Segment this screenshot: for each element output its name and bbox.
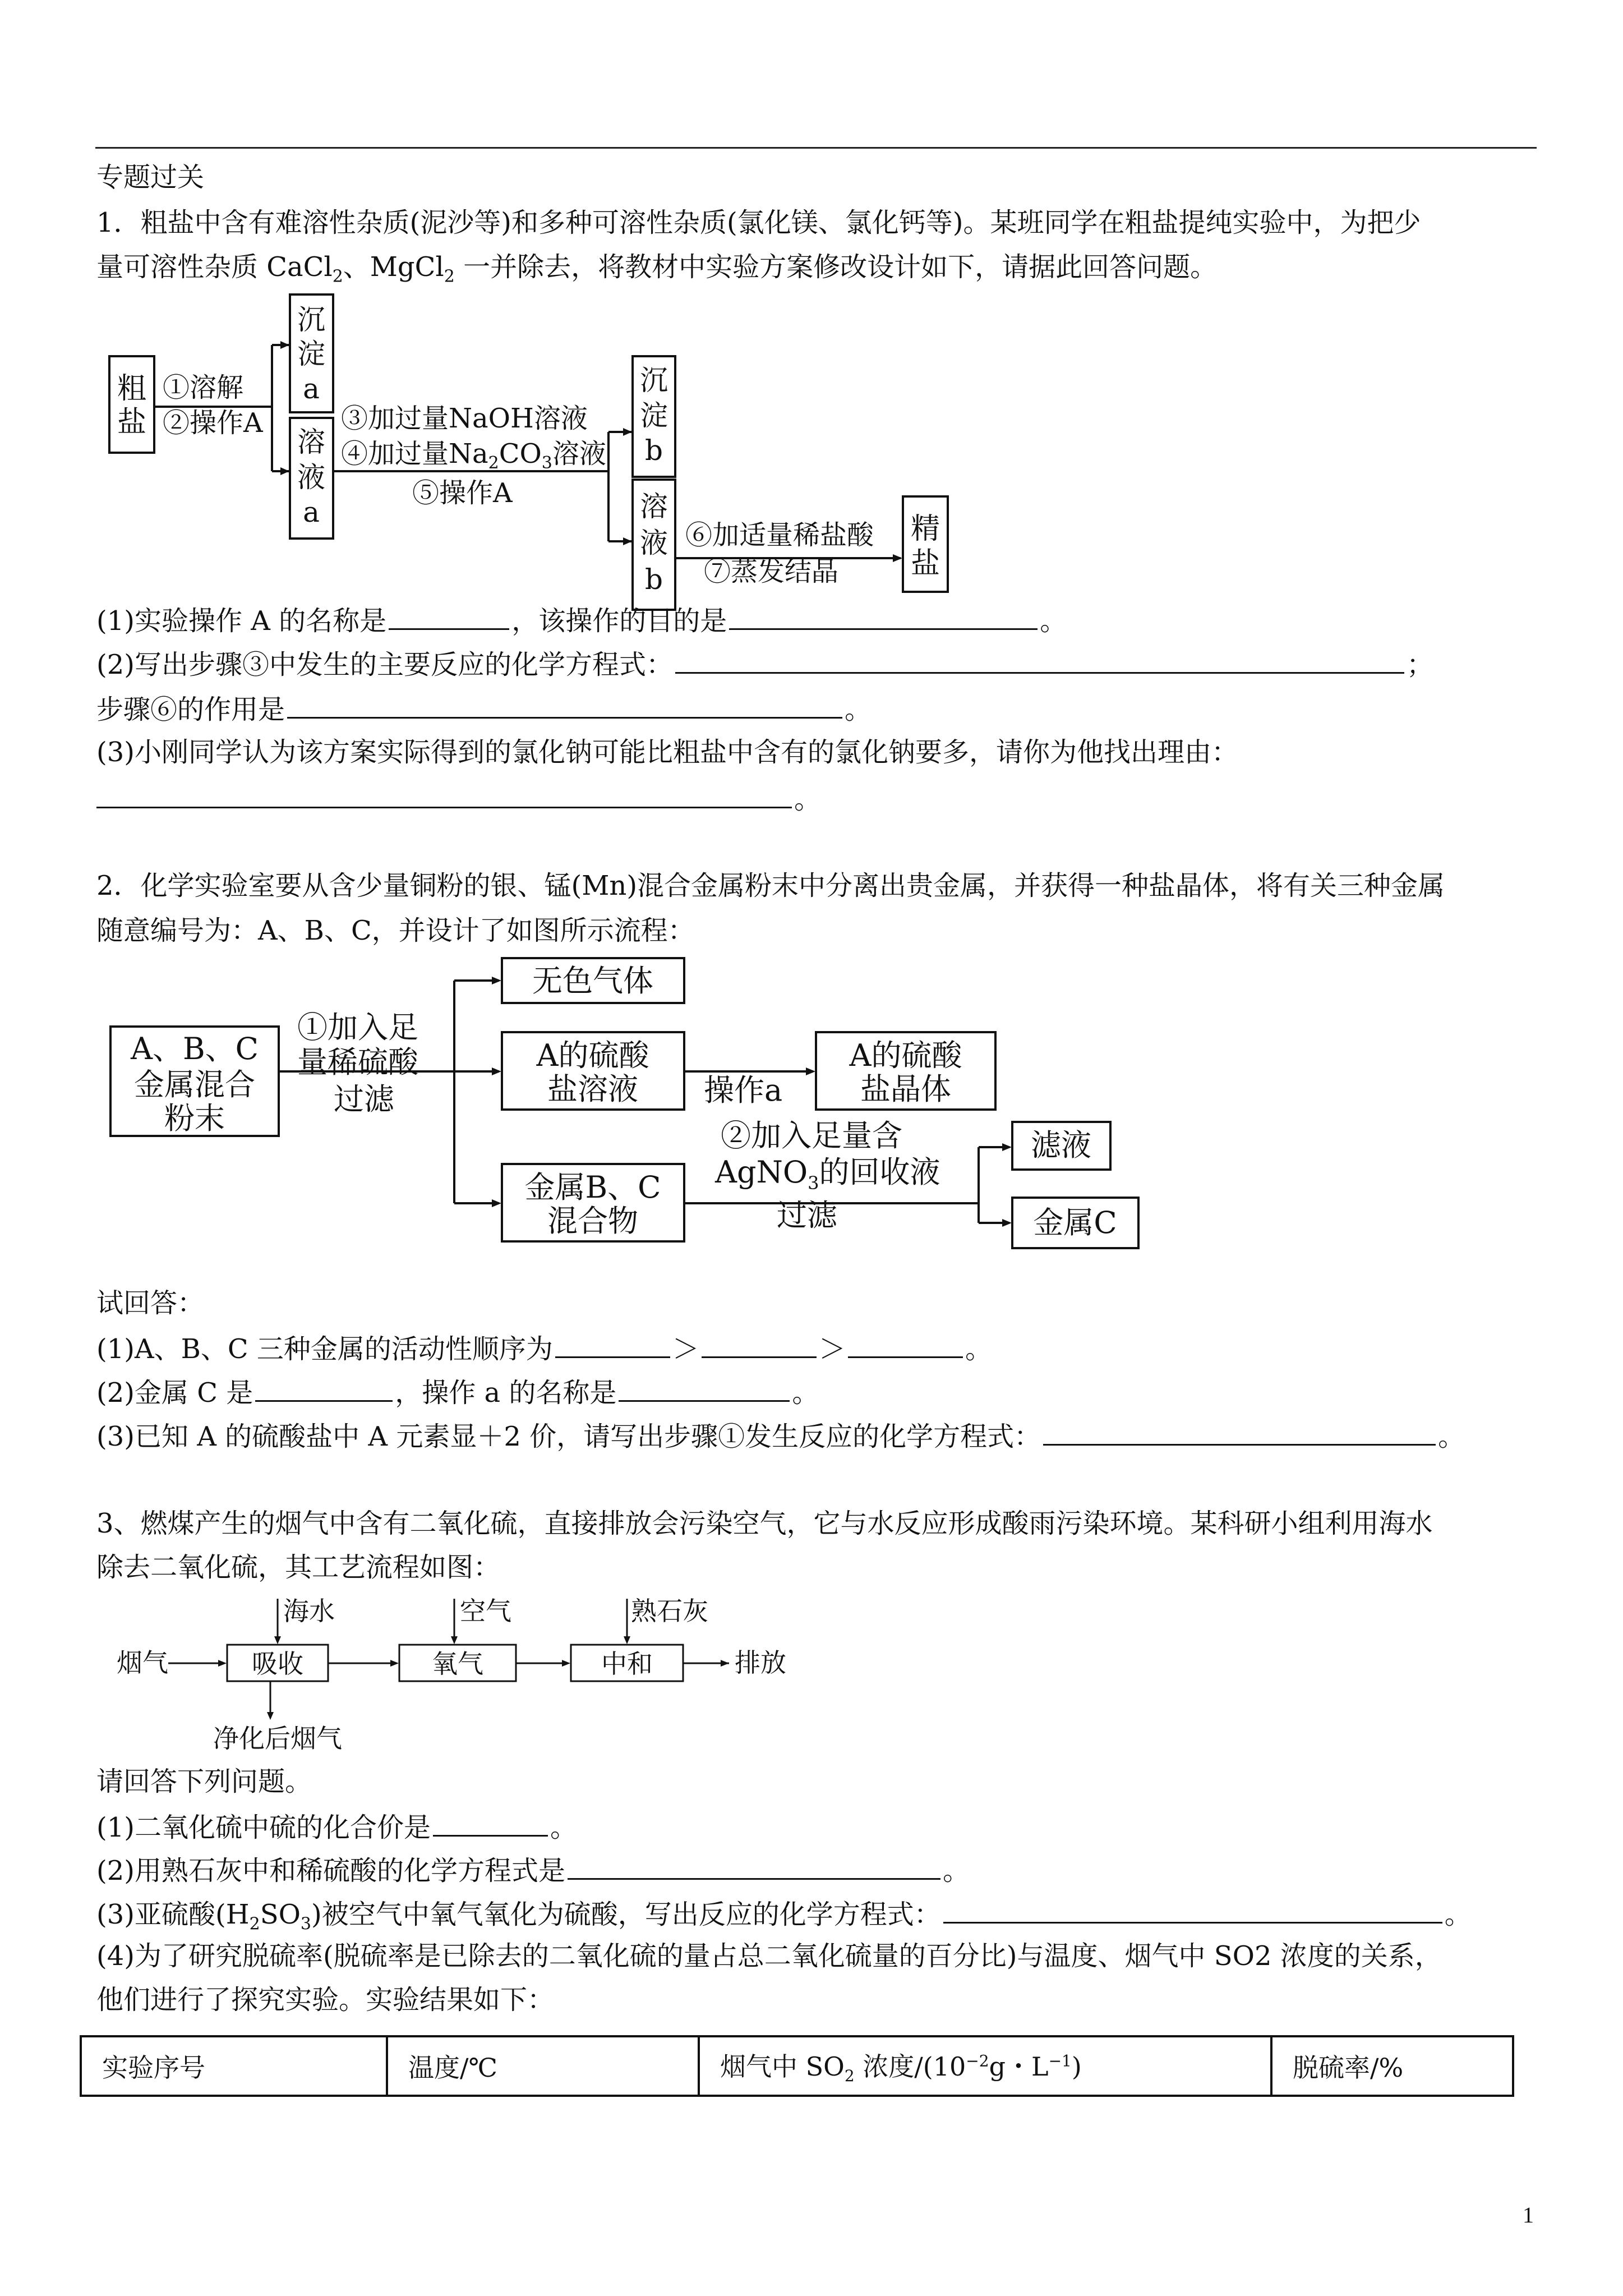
lime-label: 熟石灰 <box>631 1596 708 1626</box>
step1-line2: 量稀硫酸 <box>297 1045 418 1080</box>
step2-line2: AgNO$_3$的回收液 <box>715 1154 940 1194</box>
emit-label: 排放 <box>735 1648 786 1678</box>
header-temperature: 温度/℃ <box>387 2036 699 2096</box>
filtrate-label: 滤液 <box>1031 1128 1091 1163</box>
operation-a-label: 操作a <box>704 1073 783 1108</box>
step-2-label: ②操作A <box>163 407 263 439</box>
precipitate-a-3: a <box>303 372 320 405</box>
step-3-label: ③加过量NaOH溶液 <box>341 403 588 434</box>
header-desulfurization-rate: 脱硫率/% <box>1271 2036 1513 2096</box>
metal-mix-1: A、B、C <box>131 1031 259 1066</box>
solution-a-1: 溶 <box>297 426 325 458</box>
solution-b-1: 溶 <box>640 490 668 523</box>
bc-mix-2: 混合物 <box>547 1203 638 1239</box>
q3-part3: (3)亚硫酸$(H_2SO_3)$被空气中氧气氧化为硫酸，写出反应的化学方程式： 。 <box>96 1895 1472 1932</box>
page-number: 1 <box>1523 2202 1534 2228</box>
air-label: 空气 <box>460 1596 511 1626</box>
precipitate-a-2: 淀 <box>297 338 325 370</box>
q3-part4-line2: 他们进行了探究实验。实验结果如下： <box>96 1984 555 2016</box>
q1-branch-2 <box>608 432 631 541</box>
solution-a-3: a <box>303 496 320 528</box>
q2-branch-2 <box>979 1147 1009 1223</box>
step1-line1: ①加入足 <box>297 1010 418 1045</box>
q3-stem-line2: 除去二氧化硫，其工艺流程如图： <box>96 1552 501 1583</box>
step-7-label: ⑦蒸发结晶 <box>704 556 839 587</box>
flue-gas-label: 烟气 <box>117 1648 168 1678</box>
precipitate-b-3: b <box>644 434 663 467</box>
sulfate-solution-1: A的硫酸 <box>536 1038 649 1073</box>
q3-ask: 请回答下列问题。 <box>96 1766 312 1797</box>
step2-line3: 过滤 <box>777 1198 837 1233</box>
q2-stem-line1: 2．化学实验室要从含少量铜粉的银、锰(Mn)混合金属粉末中分离出贵金属，并获得一种盐晶体，将有关三种金属 <box>96 870 1445 901</box>
clean-gas-label: 净化后烟气 <box>213 1723 342 1754</box>
q1-part2-cont: 步骤⑥的作用是 。 <box>96 690 872 727</box>
section-header: 专题过关 <box>96 162 205 193</box>
q1-part3: (3)小刚同学认为该方案实际得到的氯化钠可能比粗盐中含有的氯化钠要多，请你为他找出理由： <box>96 737 1238 768</box>
step-4-label: ④加过量$Na_2CO_3$溶液 <box>341 438 606 473</box>
neutral-label: 中和 <box>601 1649 653 1679</box>
q1-part3-answer: 。 <box>96 780 821 817</box>
step-5-label: ⑤操作A <box>412 477 513 509</box>
metal-mix-2: 金属混合 <box>134 1067 255 1102</box>
q3-part2: (2)用熟石灰中和稀硫酸的化学方程式是 。 <box>96 1851 970 1888</box>
bc-mix-1: 金属B、C <box>524 1170 661 1205</box>
solution-b-3: b <box>644 563 663 596</box>
metal-c-label: 金属C <box>1033 1205 1117 1240</box>
q1-stem-line1: 1．粗盐中含有难溶性杂质(泥沙等)和多种可溶性杂质(氯化镁、氯化钙等)。某班同学在粗盐提纯实验中，为把少 <box>96 207 1421 238</box>
q3-stem-line1: 3、燃煤产生的烟气中含有二氧化硫，直接排放会污染空气，它与水反应形成酸雨污染环境。某科研小组利用海水 <box>96 1508 1433 1539</box>
precipitate-b-1: 沉 <box>640 364 668 397</box>
sulfate-crystal-1: A的硫酸 <box>849 1038 962 1073</box>
q2-try: 试回答： <box>96 1287 205 1319</box>
q2-branch-1 <box>454 981 499 1203</box>
sulfate-crystal-2: 盐晶体 <box>860 1071 951 1107</box>
q2-part3: (3)已知 A 的硫酸盐中 A 元素显＋2 价，请写出步骤①发生反应的化学方程式： 。 <box>96 1417 1465 1454</box>
solution-b-2: 液 <box>640 527 668 559</box>
metal-mix-3: 粉末 <box>164 1101 225 1136</box>
q2-part2: (2)金属 C 是 ，操作 a 的名称是 。 <box>96 1373 819 1410</box>
refined-salt-2: 盐 <box>910 547 940 581</box>
q3-flow-diagram <box>0 1588 1623 1756</box>
colorless-gas-label: 无色气体 <box>532 963 653 999</box>
results-table <box>80 2035 1514 2097</box>
table-header-row <box>81 2036 1513 2096</box>
q1-part1: (1)实验操作 A 的名称是 ，该操作的目的是 。 <box>96 601 1067 638</box>
precipitate-a-1: 沉 <box>297 303 325 336</box>
step-6-label: ⑥加适量稀盐酸 <box>685 519 874 551</box>
q1-part2: (2)写出步骤③中发生的主要反应的化学方程式： ； <box>96 645 1433 682</box>
q3-part1: (1)二氧化硫中硫的化合价是 。 <box>96 1808 577 1845</box>
precipitate-b-2: 淀 <box>640 399 668 432</box>
header-index: 实验序号 <box>81 2036 387 2096</box>
q2-stem-line2: 随意编号为：A、B、C，并设计了如图所示流程： <box>96 915 695 946</box>
solution-a-2: 液 <box>297 461 325 494</box>
q3-part4-line1: (4)为了研究脱硫率(脱硫率是已除去的二氧化硫的量占总二氧化硫量的百分比)与温度、烟气中 SO2 浓度的关系， <box>96 1940 1442 1972</box>
refined-salt-1: 精 <box>910 512 940 546</box>
step1-line3: 过滤 <box>334 1082 394 1117</box>
absorb-label: 吸收 <box>252 1649 303 1679</box>
step-1-label: ①溶解 <box>163 372 244 403</box>
seawater-label: 海水 <box>283 1596 335 1626</box>
q2-flow-diagram <box>0 948 1623 1285</box>
oxygen-label: 氧气 <box>432 1649 483 1679</box>
header-rule <box>95 147 1537 149</box>
sulfate-solution-2: 盐溶液 <box>547 1071 638 1107</box>
header-concentration: 烟气中 $SO_2$ 浓度$/(10^{-2}g$・$L^{-1}$) <box>699 2036 1271 2096</box>
crude-salt-label-1: 粗 <box>117 372 147 406</box>
q2-part1: (1)A、B、C 三种金属的活动性顺序为 ＞ ＞ 。 <box>96 1329 992 1366</box>
step2-line1: ②加入足量含 <box>721 1118 902 1153</box>
q1-stem-line2: 量可溶性杂质 CaCl$_2$、MgCl$_2$ 一并除去，将教材中实验方案修改设计如下，请据此回答问题。 <box>96 251 1218 287</box>
crude-salt-label-2: 盐 <box>117 406 147 439</box>
